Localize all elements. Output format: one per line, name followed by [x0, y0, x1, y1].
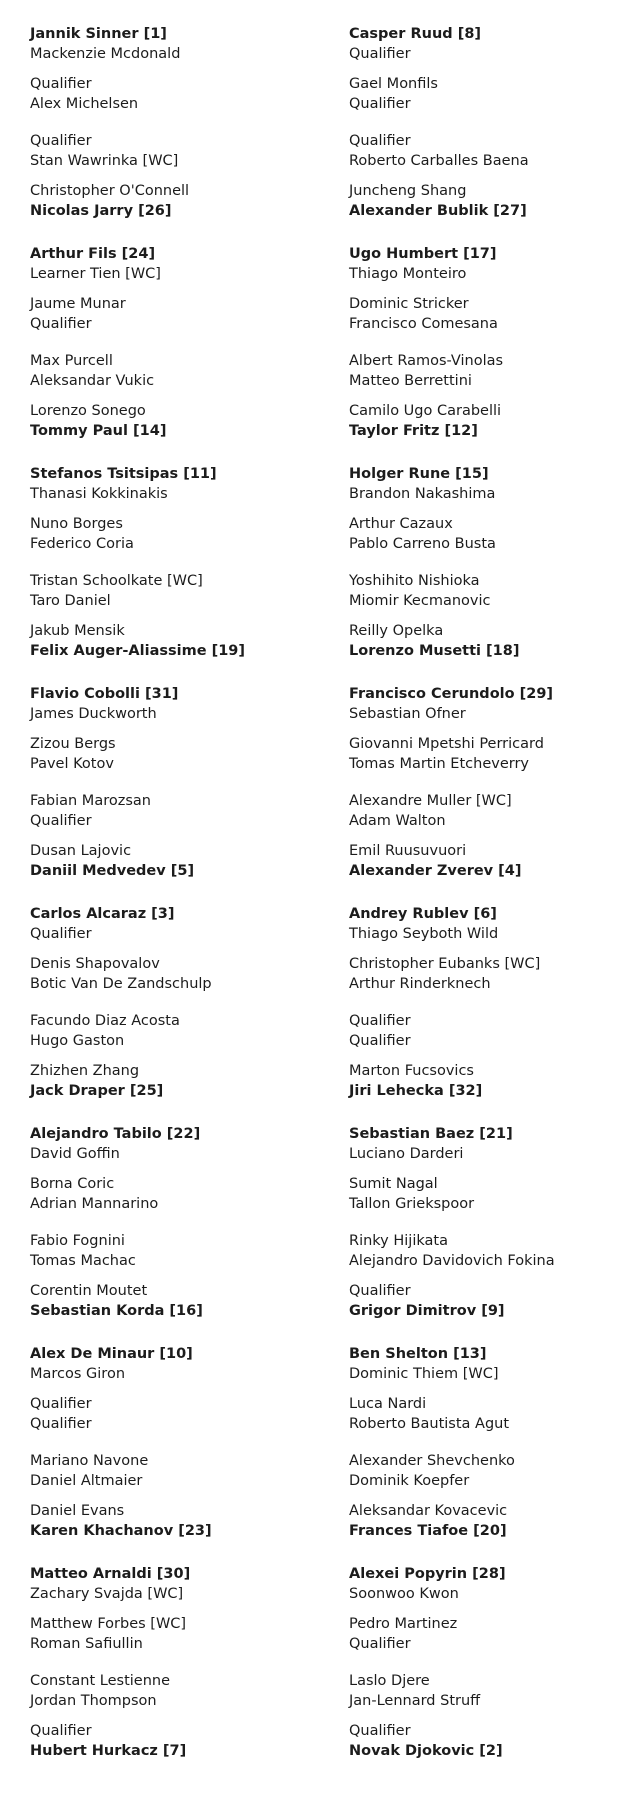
draw-section [349, 904, 620, 1124]
player-name: Jakub Mensik [30, 623, 125, 639]
draw-section [349, 244, 620, 464]
player-name: Corentin Moutet [30, 1283, 148, 1299]
draw-section [30, 1124, 330, 1344]
draw-section [349, 1564, 620, 1784]
player-name: Christopher Eubanks [WC] [349, 956, 541, 972]
player-name: David Goffin [30, 1146, 120, 1162]
seeded-player-name: Jack Draper [25] [30, 1083, 164, 1099]
player-name: Qualifier [349, 133, 411, 149]
player-name: Sumit Nagal [349, 1176, 438, 1192]
player-name: Learner Tien [WC] [30, 266, 161, 282]
draw-section [349, 684, 620, 904]
first-round-match [349, 74, 620, 131]
player-name: Juncheng Shang [349, 183, 467, 199]
first-round-match [30, 1011, 330, 1061]
seeded-player-name: Sebastian Baez [21] [349, 1126, 513, 1142]
draw-section [30, 1344, 330, 1564]
player-name: Jaume Munar [30, 296, 126, 312]
first-round-match [349, 1281, 620, 1331]
first-round-match [349, 1501, 620, 1551]
first-round-match [349, 131, 620, 181]
player-name: Pavel Kotov [30, 756, 114, 772]
draw-section [30, 1564, 330, 1784]
player-name: Gael Monfils [349, 76, 438, 92]
player-name: Qualifier [30, 1723, 92, 1739]
player-name: Tristan Schoolkate [WC] [30, 573, 203, 589]
player-name: Stan Wawrinka [WC] [30, 153, 179, 169]
first-round-match [349, 1671, 620, 1721]
player-name: Hugo Gaston [30, 1033, 125, 1049]
player-name: Alexandre Muller [WC] [349, 793, 512, 809]
player-name: Denis Shapovalov [30, 956, 160, 972]
player-name: Aleksandar Vukic [30, 373, 155, 389]
player-name: Adrian Mannarino [30, 1196, 159, 1212]
seeded-player-name: Hubert Hurkacz [7] [30, 1743, 187, 1759]
player-name: Roman Safiullin [30, 1636, 143, 1652]
first-round-match [30, 571, 330, 621]
first-round-match [30, 24, 330, 74]
player-name: James Duckworth [30, 706, 157, 722]
first-round-match [349, 464, 620, 514]
player-name: Marton Fucsovics [349, 1063, 474, 1079]
seeded-player-name: Alexei Popyrin [28] [349, 1566, 506, 1582]
player-name: Qualifier [30, 76, 92, 92]
seeded-player-name: Arthur Fils [24] [30, 246, 156, 262]
first-round-match [30, 841, 330, 891]
seeded-player-name: Lorenzo Musetti [18] [349, 643, 520, 659]
first-round-match [349, 841, 620, 891]
first-round-match [30, 294, 330, 351]
seeded-player-name: Sebastian Korda [16] [30, 1303, 203, 1319]
first-round-match [30, 514, 330, 571]
player-name: Yoshihito Nishioka [349, 573, 480, 589]
player-name: Aleksandar Kovacevic [349, 1503, 508, 1519]
first-round-match [349, 904, 620, 954]
first-round-match [30, 1564, 330, 1614]
seeded-player-name: Alexander Bublik [27] [349, 203, 527, 219]
seeded-player-name: Matteo Arnaldi [30] [30, 1566, 191, 1582]
player-name: Tomas Machac [30, 1253, 136, 1269]
player-name: Qualifier [349, 1283, 411, 1299]
seeded-player-name: Novak Djokovic [2] [349, 1743, 503, 1759]
seeded-player-name: Alejandro Tabilo [22] [30, 1126, 201, 1142]
player-name: Christopher O'Connell [30, 183, 190, 199]
player-name: Nuno Borges [30, 516, 123, 532]
player-name: Qualifier [30, 133, 92, 149]
first-round-match [30, 244, 330, 294]
first-round-match [30, 131, 330, 181]
player-name: Sebastian Ofner [349, 706, 466, 722]
seeded-player-name: Felix Auger-Aliassime [19] [30, 643, 246, 659]
first-round-match [30, 1451, 330, 1501]
draw-section [349, 1344, 620, 1564]
draw-section [30, 464, 330, 684]
first-round-match [349, 401, 620, 451]
first-round-match [30, 1174, 330, 1231]
player-name: Marcos Giron [30, 1366, 126, 1382]
first-round-match [349, 734, 620, 791]
player-name: Dusan Lajovic [30, 843, 132, 859]
first-round-match [349, 514, 620, 571]
player-name: Adam Walton [349, 813, 446, 829]
player-name: Federico Coria [30, 536, 134, 552]
seeded-player-name: Andrey Rublev [6] [349, 906, 497, 922]
player-name: Pablo Carreno Busta [349, 536, 496, 552]
player-name: Jan-Lennard Struff [349, 1693, 481, 1709]
seeded-player-name: Frances Tiafoe [20] [349, 1523, 507, 1539]
first-round-match [349, 1614, 620, 1671]
first-round-match [349, 1564, 620, 1614]
first-round-match [30, 954, 330, 1011]
first-round-match [349, 571, 620, 621]
seeded-player-name: Francisco Cerundolo [29] [349, 686, 554, 702]
player-name: Roberto Bautista Agut [349, 1416, 510, 1432]
first-round-match [30, 401, 330, 451]
player-name: Botic Van De Zandschulp [30, 976, 212, 992]
player-name: Miomir Kecmanovic [349, 593, 491, 609]
first-round-match [349, 351, 620, 401]
first-round-match [30, 1124, 330, 1174]
seeded-player-name: Tommy Paul [14] [30, 423, 167, 439]
first-round-match [30, 1344, 330, 1394]
seeded-player-name: Ben Shelton [13] [349, 1346, 487, 1362]
first-round-match [349, 244, 620, 294]
player-name: Constant Lestienne [30, 1673, 171, 1689]
player-name: Dominic Stricker [349, 296, 469, 312]
first-round-match [349, 294, 620, 351]
draw-section [349, 24, 620, 244]
player-name: Alex Michelsen [30, 96, 139, 112]
seeded-player-name: Karen Khachanov [23] [30, 1523, 212, 1539]
first-round-match [349, 1011, 620, 1061]
player-name: Daniel Evans [30, 1503, 125, 1519]
first-round-match [349, 1124, 620, 1174]
left-draw-column [30, 24, 330, 1784]
player-name: Dominik Koepfer [349, 1473, 470, 1489]
first-round-match [30, 351, 330, 401]
player-name: Tallon Griekspoor [349, 1196, 475, 1212]
player-name: Qualifier [30, 926, 92, 942]
first-round-match [30, 1671, 330, 1721]
player-name: Roberto Carballes Baena [349, 153, 529, 169]
seeded-player-name: Alexander Zverev [4] [349, 863, 522, 879]
first-round-match [30, 1231, 330, 1281]
seeded-player-name: Casper Ruud [8] [349, 26, 482, 42]
player-name: Thiago Monteiro [349, 266, 467, 282]
player-name: Qualifier [30, 1416, 92, 1432]
player-name: Zizou Bergs [30, 736, 116, 752]
player-name: Qualifier [30, 316, 92, 332]
draw-section [349, 464, 620, 684]
player-name: Dominic Thiem [WC] [349, 1366, 499, 1382]
first-round-match [349, 1344, 620, 1394]
player-name: Pedro Martinez [349, 1616, 458, 1632]
player-name: Daniel Altmaier [30, 1473, 143, 1489]
player-name: Lorenzo Sonego [30, 403, 146, 419]
player-name: Max Purcell [30, 353, 113, 369]
player-name: Laslo Djere [349, 1673, 430, 1689]
player-name: Fabian Marozsan [30, 793, 151, 809]
first-round-match [349, 684, 620, 734]
first-round-match [30, 1281, 330, 1331]
player-name: Arthur Rinderknech [349, 976, 491, 992]
first-round-match [30, 904, 330, 954]
player-name: Rinky Hijikata [349, 1233, 448, 1249]
first-round-match [30, 1394, 330, 1451]
player-name: Tomas Martin Etcheverry [349, 756, 529, 772]
player-name: Qualifier [30, 1396, 92, 1412]
first-round-match [349, 1174, 620, 1231]
first-round-match [30, 74, 330, 131]
first-round-match [349, 621, 620, 671]
draw-section [30, 904, 330, 1124]
player-name: Qualifier [349, 1033, 411, 1049]
player-name: Qualifier [349, 96, 411, 112]
first-round-match [30, 1614, 330, 1671]
first-round-match [349, 1451, 620, 1501]
seeded-player-name: Ugo Humbert [17] [349, 246, 497, 262]
player-name: Camilo Ugo Carabelli [349, 403, 502, 419]
draw-section [30, 684, 330, 904]
seeded-player-name: Jannik Sinner [1] [30, 26, 167, 42]
first-round-match [349, 24, 620, 74]
player-name: Qualifier [349, 1013, 411, 1029]
player-name: Brandon Nakashima [349, 486, 496, 502]
seeded-player-name: Alex De Minaur [10] [30, 1346, 193, 1362]
player-name: Zhizhen Zhang [30, 1063, 140, 1079]
seeded-player-name: Carlos Alcaraz [3] [30, 906, 175, 922]
first-round-match [30, 791, 330, 841]
player-name: Luca Nardi [349, 1396, 427, 1412]
player-name: Alejandro Davidovich Fokina [349, 1253, 555, 1269]
first-round-match [349, 1394, 620, 1451]
player-name: Thiago Seyboth Wild [349, 926, 499, 942]
seeded-player-name: Grigor Dimitrov [9] [349, 1303, 505, 1319]
player-name: Facundo Diaz Acosta [30, 1013, 180, 1029]
player-name: Zachary Svajda [WC] [30, 1586, 184, 1602]
draw-section [30, 244, 330, 464]
first-round-match [30, 181, 330, 231]
player-name: Qualifier [349, 1723, 411, 1739]
seeded-player-name: Taylor Fritz [12] [349, 423, 478, 439]
right-draw-column [349, 24, 620, 1784]
player-name: Qualifier [349, 46, 411, 62]
first-round-match [349, 791, 620, 841]
first-round-match [30, 621, 330, 671]
player-name: Albert Ramos-Vinolas [349, 353, 504, 369]
player-name: Jordan Thompson [30, 1693, 157, 1709]
seeded-player-name: Flavio Cobolli [31] [30, 686, 179, 702]
seeded-player-name: Stefanos Tsitsipas [11] [30, 466, 217, 482]
player-name: Qualifier [349, 1636, 411, 1652]
player-name: Alexander Shevchenko [349, 1453, 515, 1469]
player-name: Francisco Comesana [349, 316, 498, 332]
player-name: Giovanni Mpetshi Perricard [349, 736, 544, 752]
player-name: Luciano Darderi [349, 1146, 464, 1162]
first-round-match [349, 181, 620, 231]
first-round-match [349, 954, 620, 1011]
seeded-player-name: Daniil Medvedev [5] [30, 863, 195, 879]
player-name: Arthur Cazaux [349, 516, 453, 532]
player-name: Borna Coric [30, 1176, 115, 1192]
player-name: Fabio Fognini [30, 1233, 125, 1249]
seeded-player-name: Nicolas Jarry [26] [30, 203, 172, 219]
first-round-match [30, 464, 330, 514]
player-name: Matteo Berrettini [349, 373, 472, 389]
seeded-player-name: Holger Rune [15] [349, 466, 489, 482]
first-round-match [30, 734, 330, 791]
first-round-match [30, 1061, 330, 1111]
first-round-match [349, 1231, 620, 1281]
first-round-match [349, 1721, 620, 1771]
draw-section [349, 1124, 620, 1344]
first-round-match [30, 684, 330, 734]
player-name: Soonwoo Kwon [349, 1586, 459, 1602]
first-round-match [30, 1721, 330, 1771]
player-name: Mariano Navone [30, 1453, 149, 1469]
seeded-player-name: Jiri Lehecka [32] [349, 1083, 483, 1099]
player-name: Thanasi Kokkinakis [30, 486, 168, 502]
player-name: Emil Ruusuvuori [349, 843, 467, 859]
first-round-match [349, 1061, 620, 1111]
player-name: Qualifier [30, 813, 92, 829]
player-name: Matthew Forbes [WC] [30, 1616, 187, 1632]
player-name: Reilly Opelka [349, 623, 444, 639]
player-name: Mackenzie Mcdonald [30, 46, 181, 62]
draw-section [30, 24, 330, 244]
first-round-match [30, 1501, 330, 1551]
player-name: Taro Daniel [30, 593, 111, 609]
